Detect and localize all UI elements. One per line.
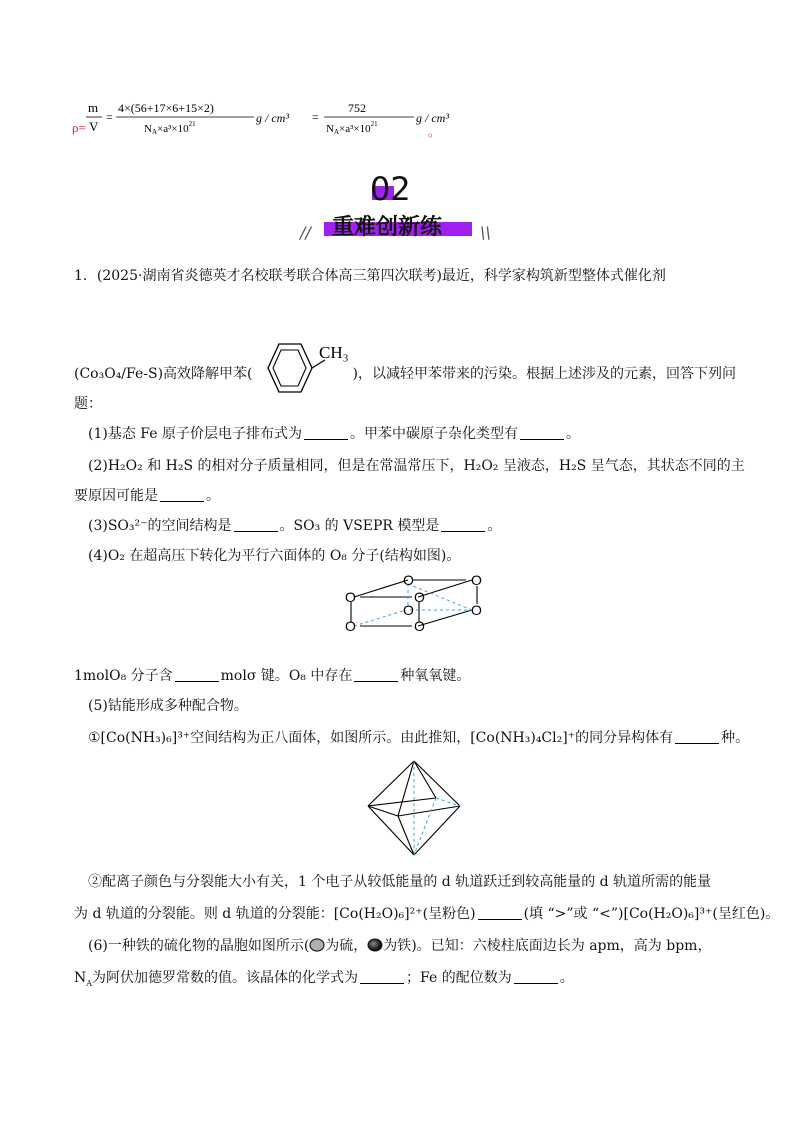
part-5-sub-2-line-2 [74, 904, 779, 924]
part-3 [88, 516, 501, 536]
part-3-text-b: 。SO₃ 的 VSEPR 模型是 [279, 518, 440, 534]
line2-a: (Co₃O₄/Fe-S)高效降解甲苯( [74, 366, 253, 382]
oxygen-atom: O [414, 618, 425, 634]
part-4-question [74, 666, 470, 686]
section-header [296, 168, 504, 244]
answer-blank[interactable] [234, 517, 278, 532]
question-line-2 [74, 340, 736, 396]
line2-b: )，以减轻甲苯带来的污染。根据上述涉及的元素，回答下列问 [352, 366, 736, 382]
part-2-line-2 [74, 486, 220, 506]
unit-1: g / cm³ [256, 111, 289, 125]
part-1 [88, 424, 580, 444]
part-6b-text-c: ；Fe 的配位数为 [406, 970, 512, 986]
part-4: (4)O₂ 在超高压下转化为平行六面体的 O₈ 分子(结构如图)。 [88, 548, 461, 564]
iron-ball-icon [367, 938, 383, 952]
question-intro: 1．(2025·湖南省炎德英才名校联考联合体高三第四次联考)最近，科学家构筑新型整体式催化剂 [74, 268, 666, 284]
part-6-text-a: (6)一种铁的硫化物的晶胞如图所示( [88, 938, 310, 954]
ch3-label: CH₃ [318, 343, 349, 362]
part-5a-text-b: 种。 [721, 730, 750, 746]
question-line-3: 题： [74, 396, 102, 412]
answer-blank[interactable] [175, 667, 219, 682]
numerator-1: 4×(56+17×6+15×2) [118, 101, 214, 115]
part-2-text-b: 要原因可能是 [74, 488, 158, 504]
numerator-2: 752 [348, 101, 366, 115]
oxygen-atom: O [471, 572, 482, 588]
part-1-text-a: (1)基态 Fe 原子价层电子排布式为 [88, 426, 302, 442]
svg-text:=: = [312, 110, 319, 124]
answer-blank[interactable] [675, 729, 719, 744]
part-6-line-2: $N_A$为阿伏加德罗常数的值。该晶体的化学式为 ；Fe 的配位数为 。 [74, 970, 574, 988]
oxygen-atom: O [345, 589, 356, 605]
slash-left: // [300, 223, 311, 242]
part-4b-text-a: 1molO₈ 分子含 [74, 668, 173, 684]
answer-blank[interactable] [520, 425, 564, 440]
rho-symbol: ρ= [72, 120, 86, 135]
m-label: m [88, 100, 99, 115]
part-3-text-c: 。 [487, 518, 502, 534]
v-label: V [89, 119, 99, 134]
part-1-text-b: 。甲苯中碳原子杂化类型有 [349, 426, 518, 442]
answer-blank[interactable] [441, 517, 485, 532]
part-5a-text: ①[Co(NH₃)₆]³⁺空间结构为正八面体，如图所示。由此推知，[Co(NH₃)₄Cl₂]⁺的同分异构体有 [88, 730, 674, 746]
part-3-text-a: (3)SO₃²⁻的空间结构是 [88, 518, 232, 534]
na-symbol: N [74, 970, 87, 986]
part-2-text-c: 。 [206, 488, 220, 504]
part-2-line-1: (2)H₂O₂ 和 H₂S 的相对分子质量相同，但是在常温常压下，H₂O₂ 呈液态，H₂S 呈气态，其状态不同的主 [88, 458, 745, 474]
answer-blank[interactable] [514, 969, 558, 984]
part-4b-text-c: 种氧氧键。 [400, 668, 471, 684]
oxygen-atom: O [471, 602, 482, 618]
sulfur-ball-icon [309, 938, 325, 952]
part-5-sub-2-line-1: ②配离子颜色与分裂能大小有关，1 个电子从较低能量的 d 轨道跃迁到较高能量的 d 轨道所需的能量 [88, 874, 712, 890]
answer-blank[interactable] [354, 667, 398, 682]
part-6-text-b: 为硫， [325, 938, 368, 954]
section-title: 重难创新练 [332, 215, 443, 240]
oxygen-atom: O [414, 589, 425, 605]
part-4b-text-b: molσ 键。O₈ 中存在 [220, 668, 353, 684]
octahedron-diagram [364, 758, 464, 858]
part-5-sub-1 [88, 728, 749, 748]
answer-blank[interactable] [304, 425, 348, 440]
oxygen-atom: O [345, 618, 356, 634]
section-number: 02 [370, 170, 411, 208]
part-5b-text-a: 为 d 轨道的分裂能。则 d 轨道的分裂能：[Co(H₂O)₆]²⁺(呈粉色) [74, 906, 476, 922]
period-mark: 。 [428, 125, 441, 139]
part-5: (5)钴能形成多种配合物。 [88, 698, 248, 714]
answer-blank[interactable] [160, 487, 204, 502]
oxygen-atom: O [403, 572, 414, 588]
answer-blank[interactable] [478, 905, 522, 920]
part-5b-text-b: (填 “>”或 “<”)[Co(H₂O)₆]³⁺(呈红色)。 [523, 906, 780, 922]
slash-right: \\ [480, 223, 491, 242]
denominator-2: $NA\times a^3\times 10^{21}$ [326, 120, 378, 136]
part-6-text-c: 为铁)。已知：六棱柱底面边长为 apm，高为 bpm， [383, 938, 712, 954]
part-1-text-c: 。 [565, 426, 580, 442]
part-6 [88, 936, 711, 956]
oxygen-atom: O [403, 602, 414, 618]
part-6b-text-d: 。 [559, 970, 574, 986]
unit-2: g / cm³ [416, 111, 449, 125]
svg-text:=: = [106, 110, 113, 124]
part-6b-text-b: 为阿伏加德罗常数的值。该晶体的化学式为 [92, 970, 359, 986]
toluene-structure [253, 340, 353, 396]
o8-structure-diagram [340, 570, 484, 636]
denominator-1: $NA\times a^3\times 10^{21}$ [144, 120, 196, 136]
density-formula [64, 92, 464, 148]
answer-blank[interactable] [360, 969, 404, 984]
